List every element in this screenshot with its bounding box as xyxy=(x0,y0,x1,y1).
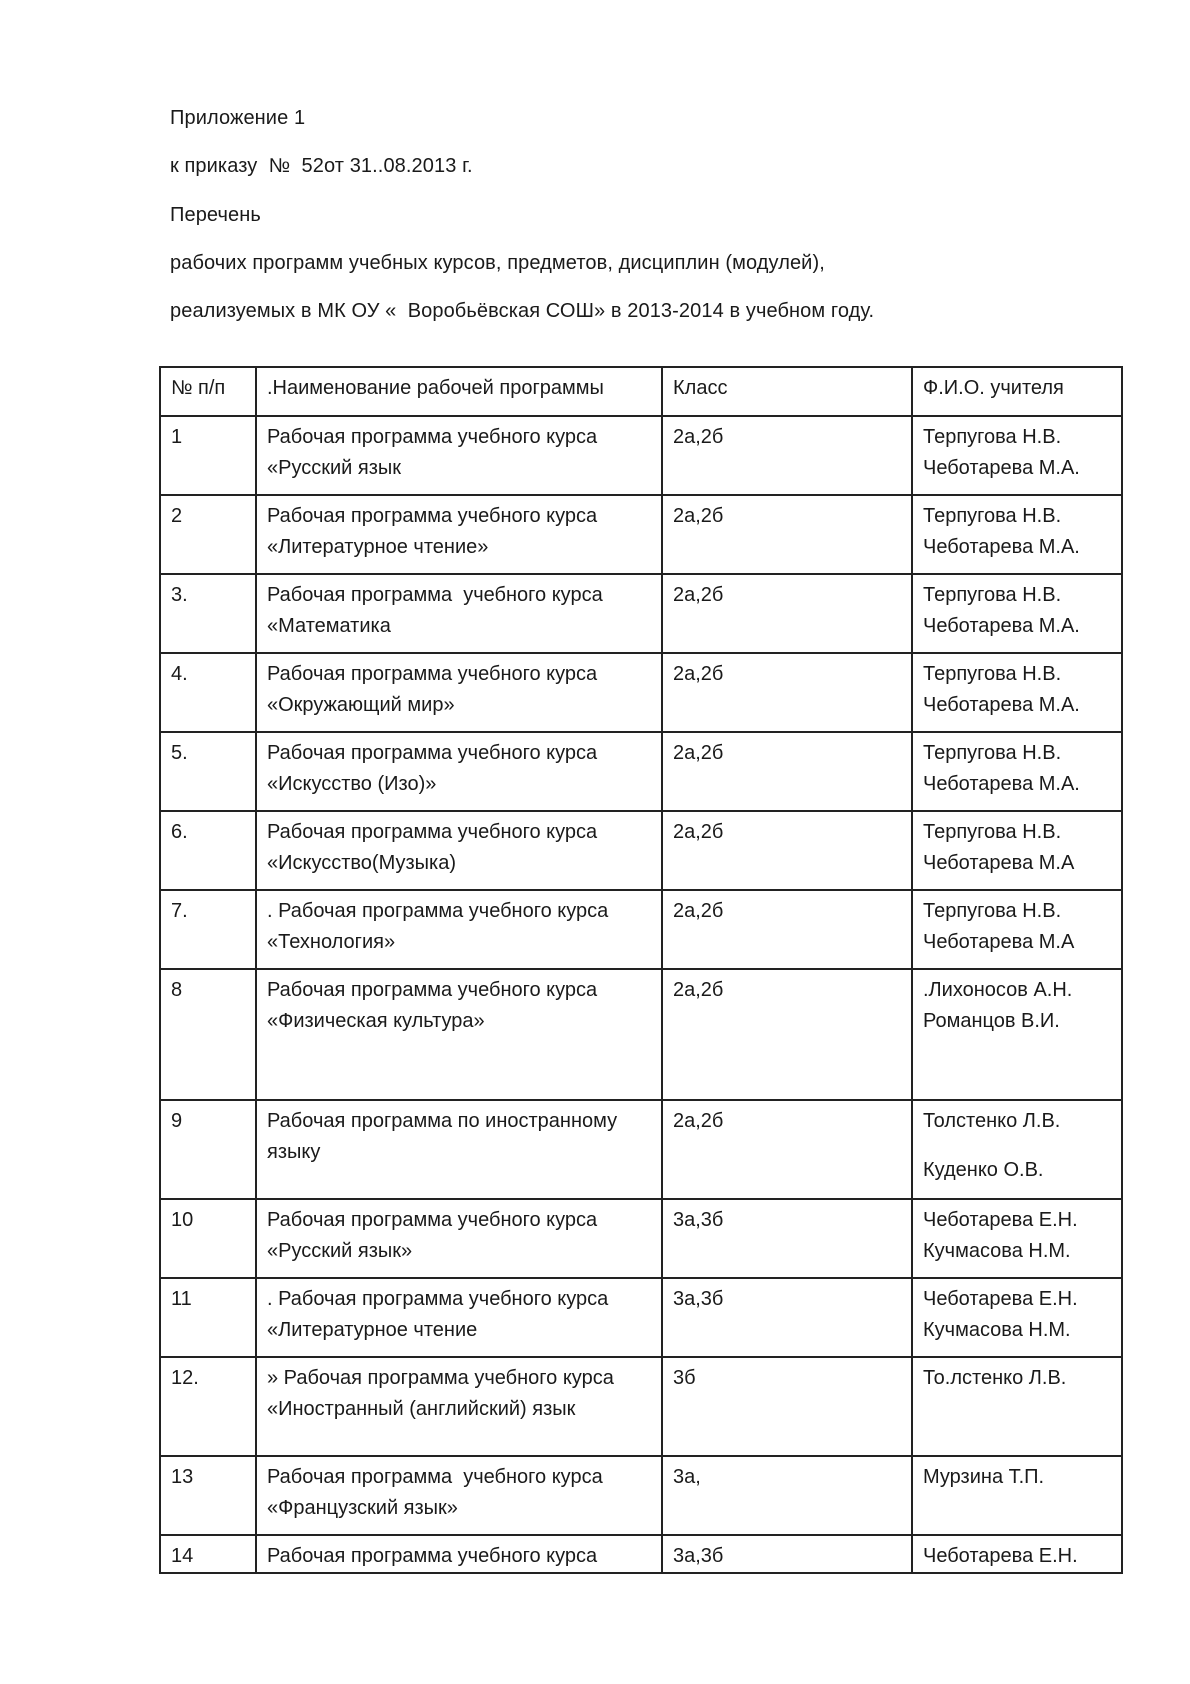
teacher-name: Куденко О.В. xyxy=(923,1159,1044,1181)
class-value: 3а,3б xyxy=(662,1278,912,1357)
table-row xyxy=(160,1278,1122,1357)
teacher-name: Чеботарева Е.Н. xyxy=(923,1209,1078,1231)
program-name-line: «Литературное чтение» xyxy=(267,536,489,558)
table-row xyxy=(160,969,1122,1100)
appendix-title: Приложение 1 xyxy=(170,107,306,129)
teacher-name: Кучмасова Н.М. xyxy=(923,1240,1071,1262)
class-value: 3а, xyxy=(662,1456,912,1535)
class-value: 2а,2б xyxy=(662,574,912,653)
row-number: 13 xyxy=(160,1456,256,1535)
table-row xyxy=(160,890,1122,969)
teacher-name: Чеботарева М.А. xyxy=(923,457,1080,479)
teacher-name: Чеботарева М.А xyxy=(923,852,1075,874)
table-body xyxy=(160,416,1122,1573)
table-header-row xyxy=(160,367,1122,416)
program-name-line: «Искусство(Музыка) xyxy=(267,852,456,874)
teacher-names xyxy=(912,495,1122,574)
class-value: 2а,2б xyxy=(662,1100,912,1199)
teacher-names xyxy=(912,890,1122,969)
program-name xyxy=(256,416,662,495)
teacher-name: Чеботарева Е.Н. xyxy=(923,1545,1078,1567)
program-name xyxy=(256,1100,662,1199)
table-row xyxy=(160,732,1122,811)
teacher-name: Терпугова Н.В. xyxy=(923,821,1062,843)
row-number: 11 xyxy=(160,1278,256,1357)
teacher-name: Терпугова Н.В. xyxy=(923,584,1062,606)
class-value: 2а,2б xyxy=(662,890,912,969)
program-name-line: «Окружающий мир» xyxy=(267,694,455,716)
teacher-names xyxy=(912,416,1122,495)
program-name-line: «Литературное чтение xyxy=(267,1319,478,1341)
teacher-names xyxy=(912,1456,1122,1535)
class-value: 2а,2б xyxy=(662,732,912,811)
program-name-line: Рабочая программа по иностранному xyxy=(267,1110,618,1132)
row-number: 14 xyxy=(160,1535,256,1573)
teacher-name: Терпугова Н.В. xyxy=(923,663,1062,685)
column-header-program: .Наименование рабочей программы xyxy=(256,367,662,416)
table-row xyxy=(160,495,1122,574)
table-row xyxy=(160,1535,1122,1573)
teacher-name: Чеботарева М.А. xyxy=(923,773,1080,795)
program-name-line: » Рабочая программа учебного курса xyxy=(267,1367,614,1389)
teacher-name: Мурзина Т.П. xyxy=(923,1466,1045,1488)
table-row xyxy=(160,1456,1122,1535)
program-name-line: Рабочая программа учебного курса xyxy=(267,505,598,527)
program-name-line: . Рабочая программа учебного курса xyxy=(267,1288,609,1310)
teacher-name: Терпугова Н.В. xyxy=(923,900,1062,922)
table-row xyxy=(160,1199,1122,1278)
class-value: 2а,2б xyxy=(662,416,912,495)
program-name-line: Рабочая программа учебного курса xyxy=(267,979,598,1001)
class-value: 3а,3б xyxy=(662,1199,912,1278)
program-name xyxy=(256,890,662,969)
column-header-class: Класс xyxy=(662,367,912,416)
row-number: 7. xyxy=(160,890,256,969)
teacher-name: То.лстенко Л.В. xyxy=(923,1367,1067,1389)
program-name-line: Рабочая программа учебного курса xyxy=(267,1466,603,1488)
program-name xyxy=(256,969,662,1100)
table-row xyxy=(160,574,1122,653)
program-name-line: «Русский язык» xyxy=(267,1240,413,1262)
teacher-names xyxy=(912,653,1122,732)
program-name-line: Рабочая программа учебного курса xyxy=(267,663,598,685)
program-name xyxy=(256,732,662,811)
teacher-names xyxy=(912,1357,1122,1456)
programs-table xyxy=(159,366,1123,1574)
class-value: 2а,2б xyxy=(662,969,912,1100)
row-number: 10 xyxy=(160,1199,256,1278)
teacher-name: Романцов В.И. xyxy=(923,1010,1060,1032)
row-number: 12. xyxy=(160,1357,256,1456)
program-name-line: «Иностранный (английский) язык xyxy=(267,1398,576,1420)
list-title: Перечень xyxy=(170,204,261,226)
program-name-line: «Искусство (Изо)» xyxy=(267,773,437,795)
table-row xyxy=(160,1357,1122,1456)
program-name xyxy=(256,1456,662,1535)
teacher-name: Чеботарева М.А xyxy=(923,931,1075,953)
program-name-line: «Физическая культура» xyxy=(267,1010,485,1032)
teacher-name: Чеботарева М.А. xyxy=(923,615,1080,637)
program-name xyxy=(256,811,662,890)
teacher-name: Толстенко Л.В. xyxy=(923,1110,1061,1132)
program-name-line: Рабочая программа учебного курса xyxy=(267,1545,598,1567)
row-number: 9 xyxy=(160,1100,256,1199)
class-value: 3а,3б xyxy=(662,1535,912,1573)
class-value: 2а,2б xyxy=(662,495,912,574)
program-name-line: Рабочая программа учебного курса xyxy=(267,1209,598,1231)
row-number: 4. xyxy=(160,653,256,732)
teacher-name: .Лихоносов А.Н. xyxy=(923,979,1073,1001)
program-name xyxy=(256,574,662,653)
program-name xyxy=(256,1278,662,1357)
class-value: 3б xyxy=(662,1357,912,1456)
program-name xyxy=(256,495,662,574)
program-name xyxy=(256,653,662,732)
program-name-line: «Технология» xyxy=(267,931,396,953)
table-row xyxy=(160,416,1122,495)
program-name-line: «Русский язык xyxy=(267,457,402,479)
program-name-line: языку xyxy=(267,1141,321,1163)
program-name-line: «Французский язык» xyxy=(267,1497,458,1519)
teacher-name: Терпугова Н.В. xyxy=(923,426,1062,448)
program-name-line: Рабочая программа учебного курса xyxy=(267,742,598,764)
teacher-names xyxy=(912,969,1122,1100)
teacher-name: Терпугова Н.В. xyxy=(923,505,1062,527)
table-row xyxy=(160,811,1122,890)
teacher-name: Чеботарева М.А. xyxy=(923,536,1080,558)
teacher-name: Чеботарева М.А. xyxy=(923,694,1080,716)
teacher-names xyxy=(912,1278,1122,1357)
table-row xyxy=(160,1100,1122,1199)
row-number: 3. xyxy=(160,574,256,653)
row-number: 6. xyxy=(160,811,256,890)
table-row xyxy=(160,653,1122,732)
teacher-names xyxy=(912,732,1122,811)
class-value: 2а,2б xyxy=(662,653,912,732)
teacher-names xyxy=(912,1535,1122,1573)
list-subtitle-2: реализуемых в МК ОУ « Воробьёвская СОШ» в 2013-2014 в учебном году. xyxy=(170,300,875,322)
column-header-teacher: Ф.И.О. учителя xyxy=(912,367,1122,416)
program-name xyxy=(256,1535,662,1573)
row-number: 1 xyxy=(160,416,256,495)
program-name-line: Рабочая программа учебного курса xyxy=(267,821,598,843)
order-reference: к приказу № 52от 31..08.2013 г. xyxy=(170,155,473,177)
teacher-name: Чеботарева Е.Н. xyxy=(923,1288,1078,1310)
program-name-line: «Математика xyxy=(267,615,391,637)
teacher-names xyxy=(912,1199,1122,1278)
teacher-names xyxy=(912,811,1122,890)
program-name-line: . Рабочая программа учебного курса xyxy=(267,900,609,922)
teacher-names xyxy=(912,574,1122,653)
teacher-names xyxy=(912,1100,1122,1199)
row-number: 5. xyxy=(160,732,256,811)
teacher-name: Кучмасова Н.М. xyxy=(923,1319,1071,1341)
class-value: 2а,2б xyxy=(662,811,912,890)
program-name-line: Рабочая программа учебного курса xyxy=(267,426,598,448)
column-header-number: № п/п xyxy=(160,367,256,416)
teacher-name: Терпугова Н.В. xyxy=(923,742,1062,764)
row-number: 2 xyxy=(160,495,256,574)
list-subtitle-1: рабочих программ учебных курсов, предметов, дисциплин (модулей), xyxy=(170,252,825,274)
program-name-line: Рабочая программа учебного курса xyxy=(267,584,603,606)
program-name xyxy=(256,1357,662,1456)
row-number: 8 xyxy=(160,969,256,1100)
program-name xyxy=(256,1199,662,1278)
